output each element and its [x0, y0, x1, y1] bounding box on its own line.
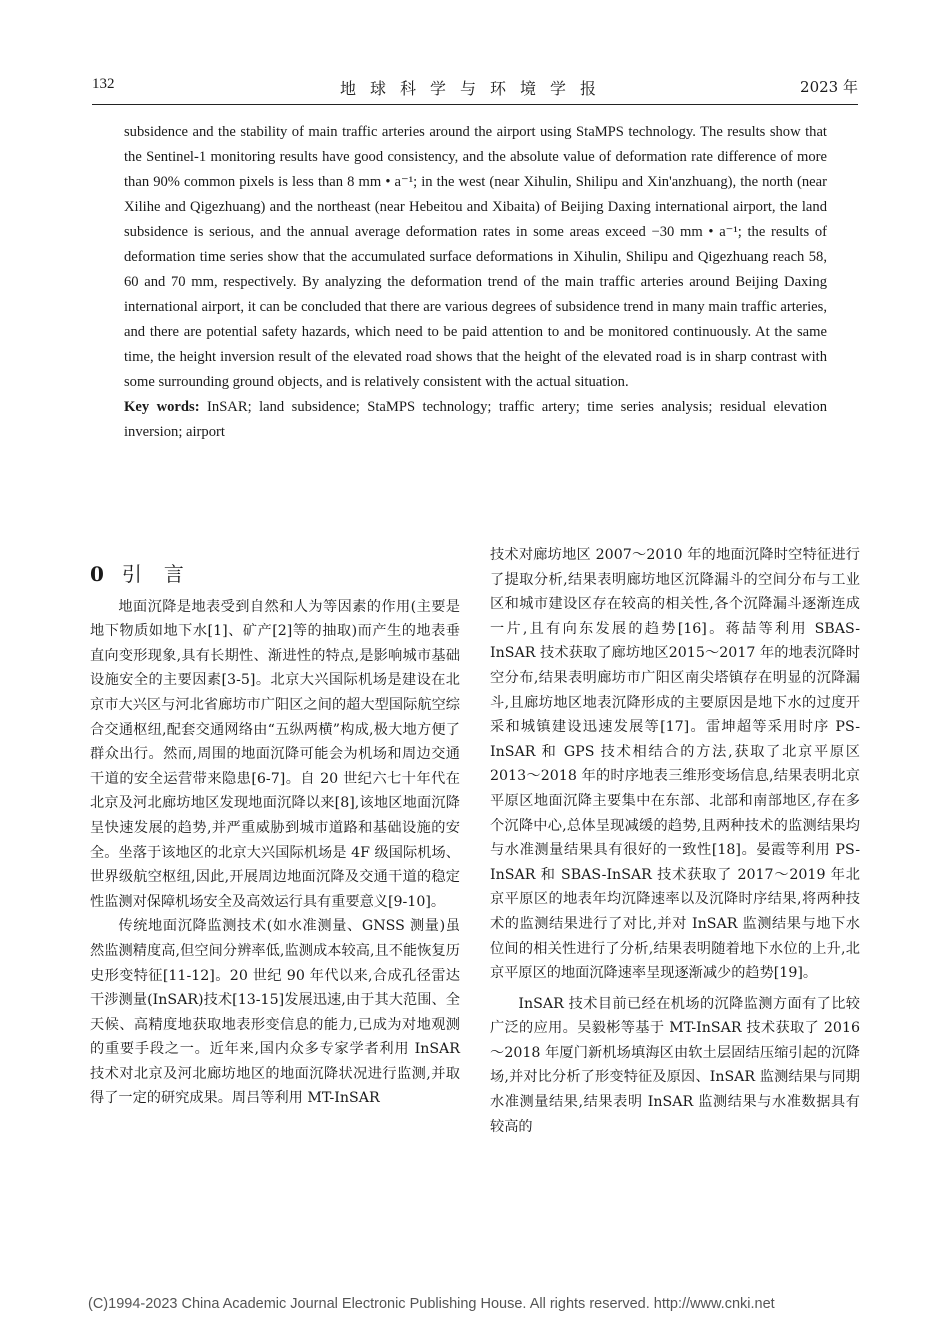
section-number: 0 — [90, 562, 104, 586]
right-column — [490, 543, 860, 1139]
keywords-list: InSAR; land subsidence; StaMPS technology; traffic artery; time series analysis; residual elevation inversion; airport — [124, 399, 828, 440]
copyright-footer: (C)1994-2023 China Academic Journal Electronic Publishing House. All rights reserved. http://www.cnki.net — [88, 1296, 775, 1312]
intro-paragraph-1: 地面沉降是地表受到自然和人为等因素的作用(主要是地下物质如地下水[1]、矿产[2]等的抽取)而产生的地表垂直向变形现象,具有长期性、渐进性的特点,是影响城市基础设施安全的主要因素[3-5]。北京大兴国际机场是建设在北京市大兴区与河北省廊坊市广阳区之间的超大型国际航空综合交通枢纽,配套交通网络由“五纵两横”构成,极大地方便了群众出行。然而,周围的地面沉降可能会为机场和周边交通干道的安全运营带来隐患[6-7]。自 20 世纪六七十年代在北京及河北廊坊地区发现地面沉降以来[8],该地区地面沉降呈快速发展的趋势,并严重威胁到城市道路和基础设施的安全。坐落于该地区的北京大兴国际机场是 4F 级国际机场、世界级航空枢纽,因此,开展周边地面沉降及交通干道的稳定性监测对保障机场安全及高效运行具有重要意义[9-10]。 — [90, 598, 460, 910]
journal-title: 地球科学与环境学报 — [339, 79, 610, 98]
intro-paragraph-2: 传统地面沉降监测技术(如水准测量、GNSS 测量)虽然监测精度高,但空间分辨率低,监测成本较高,且不能恢复历史形变特征[11-12]。20 世纪 90 年代以来,合成孔径雷达干涉测量(InSAR)技术[13-15]发展迅速,由于其大范围、全天候、高精度地获取地表形变信息的能力,已成为对地观测的重要手段之一。近年来,国内众多专家学者利用 InSAR 技术对北京及河北廊坊地区的地面沉降状况进行监测,并取得了一定的研究成果。周吕等利用 MT-InSAR — [90, 918, 460, 1107]
intro-paragraph-3: InSAR 技术目前已经在机场的沉降监测方面有了比较广泛的应用。吴毅彬等基于 MT-InSAR 技术获取了 2016～2018 年厦门新机场填海区由软土层固结压缩引起的沉降场,并对比分析了形变特征及原因、InSAR 监测结果与同期水准测量结果,结果表明 InSAR 监测结果与水准数据具有较高的 — [490, 995, 860, 1135]
publication-year: 2023 年 — [800, 78, 858, 96]
page-number: 132 — [92, 76, 115, 92]
left-column — [90, 548, 460, 1111]
section-title: 引言 — [121, 562, 206, 586]
header-rule — [92, 104, 858, 105]
english-abstract — [124, 120, 827, 445]
keywords — [124, 395, 827, 445]
abstract-body: subsidence and the stability of main traffic arteries around the airport using StaMPS technology. The results show that the Sentinel-1 monitoring results have good consistency, and the absolute value of deformation rate difference of more than 90% common pixels is less than 8 mm • a⁻¹; in the west (near Xihulin, Shilipu and Xin'anzhuang), the north (near Xilihe and Qigezhuang) and the northeast (near Hebeitou and Xibaita) of Beijing Daxing international airport, the land subsidence is serious, and the annual average deformation rates in some areas exceed −30 mm • a⁻¹; the results of deformation time series show that the accumulated surface deformations in Xihulin, Shilipu and Qigezhuang reach 58, 60 and 70 mm, respectively. By analyzing the deformation trend of the main traffic arteries around Beijing Daxing international airport, it can be concluded that there are various degrees of subsidence trend in many main traffic arteries, and there are potential safety hazards, which need to be paid attention to and be monitored continuously. At the same time, the height inversion result of the elevated road shows that the height of the elevated road is in sharp contrast with some surrounding ground objects, and is relatively consistent with the actual situation. — [124, 124, 827, 390]
page-header — [92, 76, 858, 102]
section-heading — [90, 562, 460, 587]
keywords-label: Key words: — [124, 399, 200, 415]
intro-paragraph-2-continued: 技术对廊坊地区 2007～2010 年的地面沉降时空特征进行了提取分析,结果表明廊坊地区沉降漏斗的空间分布与工业区和城市建设区存在较高的相关性,各个沉降漏斗逐渐连成一片,且有向东发展的趋势[16]。蒋喆等利用 SBAS-InSAR 技术获取了廊坊地区2015～2017 年的地表沉降时空分布,结果表明廊坊市广阳区南尖塔镇存在明显的沉降漏斗,且廊坊地区地表沉降形成的主要原因是地下水的过度开采和城镇建设迅速发展等[17]。雷坤超等采用时序 PS-InSAR 和 GPS 技术相结合的方法,获取了北京平原区 2013～2018 年的时序地表三维形变场信息,结果表明北京平原区地面沉降主要集中在东部、北部和南部地区,存在多个沉降中心,总体呈现减缓的趋势,且两种技术的监测结果均与水准测量结果具有很好的一致性[18]。晏霞等利用 PS-InSAR 和 SBAS-InSAR 技术获取了 2017～2019 年北京平原区的地表年均沉降速率以及沉降时序结果,将两种技术的监测结果进行了对比,并对 InSAR 监测结果与地下水位间的相关性进行了分析,结果表明随着地下水位的上升,北京平原区的地面沉降速率呈现逐渐减少的趋势[19]。 — [490, 547, 860, 982]
